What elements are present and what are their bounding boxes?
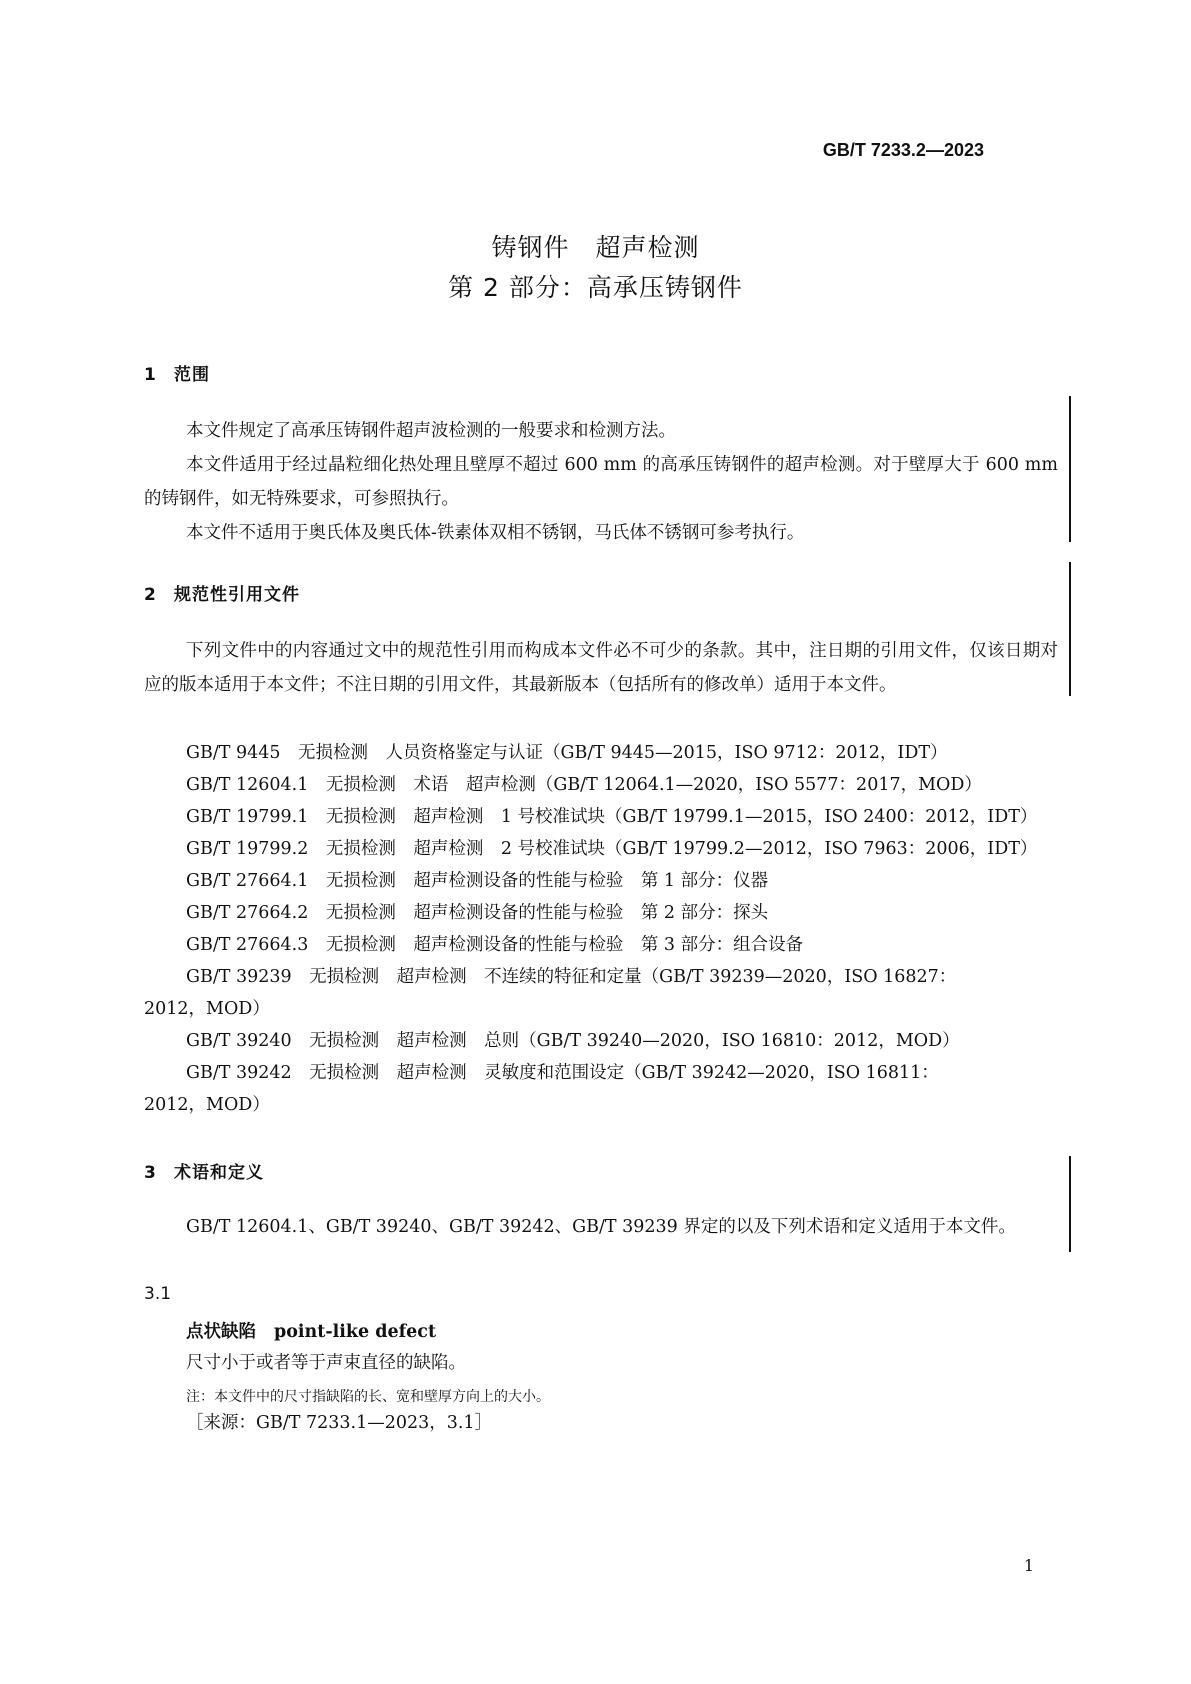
section-title: 范围	[174, 365, 210, 385]
section-1-heading	[144, 360, 210, 385]
term-source: ［来源：GB/T 7233.1—2023，3.1］	[186, 1413, 493, 1433]
reference-item: GB/T 19799.2 无损检测 超声检测 2 号校准试块（GB/T 19799.2—2012，ISO 7963：2006，IDT）	[186, 839, 1038, 859]
term-number: 3.1	[144, 1284, 172, 1304]
section-3-heading	[144, 1158, 264, 1183]
reference-item-39240: GB/T 39240 无损检测 超声检测 总则（GB/T 39240—2020，ISO 16810：2012，MOD）	[186, 1031, 960, 1051]
reference-item-39239-line2: 2012，MOD）	[144, 999, 270, 1019]
term-english: point-like defect	[274, 1322, 437, 1342]
change-bar	[1069, 1156, 1071, 1252]
section-3-intro: GB/T 12604.1、GB/T 39240、GB/T 39242、GB/T 39239 界定的以及下列术语和定义适用于本文件。	[186, 1217, 1016, 1237]
reference-item: GB/T 12604.1 无损检测 术语 超声检测（GB/T 12064.1—2020，ISO 5577：2017，MOD）	[186, 775, 982, 795]
section-2-intro: 下列文件中的内容通过文中的规范性引用而构成本文件必不可少的条款。其中，注日期的引用文件，仅该日期对应的版本适用于本文件；不注日期的引用文件，其最新版本（包括所有的修改单）适用于本文件。	[144, 641, 1058, 695]
section-title: 术语和定义	[174, 1163, 264, 1183]
standard-code: GB/T 7233.2—2023	[822, 140, 984, 160]
section-1-paragraph-1: 本文件规定了高承压铸钢件超声波检测的一般要求和检测方法。	[186, 421, 676, 441]
reference-item: GB/T 19799.1 无损检测 超声检测 1 号校准试块（GB/T 19799.1—2015，ISO 2400：2012，IDT）	[186, 807, 1038, 827]
reference-item-39239-line1: GB/T 39239 无损检测 超声检测 不连续的特征和定量（GB/T 39239—2020，ISO 16827：	[186, 967, 957, 987]
change-bar	[1069, 396, 1071, 542]
term-note: 注：本文件中的尺寸指缺陷的长、宽和壁厚方向上的大小。	[186, 1389, 550, 1405]
term-heading	[186, 1318, 436, 1343]
reference-item-39242-line2: 2012，MOD）	[144, 1095, 270, 1115]
reference-item: GB/T 27664.1 无损检测 超声检测设备的性能与检验 第 1 部分：仪器	[186, 871, 769, 891]
document-title-line1: 铸钢件 超声检测	[491, 233, 700, 262]
section-title: 规范性引用文件	[174, 585, 300, 605]
section-number: 1	[144, 365, 157, 385]
section-2-heading	[144, 580, 300, 605]
section-1-paragraph-3: 本文件不适用于奥氏体及奥氏体-铁素体双相不锈钢，马氏体不锈钢可参考执行。	[186, 523, 805, 543]
section-number: 2	[144, 585, 157, 605]
document-title-line2: 第 2 部分：高承压铸钢件	[448, 273, 743, 302]
reference-item: GB/T 27664.3 无损检测 超声检测设备的性能与检验 第 3 部分：组合设备	[186, 935, 804, 955]
term-definition: 尺寸小于或者等于声束直径的缺陷。	[186, 1353, 466, 1373]
reference-item: GB/T 27664.2 无损检测 超声检测设备的性能与检验 第 2 部分：探头	[186, 903, 769, 923]
change-bar	[1069, 562, 1071, 696]
reference-item: GB/T 9445 无损检测 人员资格鉴定与认证（GB/T 9445—2015，ISO 9712：2012，IDT）	[186, 743, 948, 763]
reference-item-39242-line1: GB/T 39242 无损检测 超声检测 灵敏度和范围设定（GB/T 39242—2020，ISO 16811：	[186, 1063, 939, 1083]
term-chinese: 点状缺陷	[186, 1322, 256, 1342]
page-number: 1	[1023, 1556, 1034, 1575]
section-number: 3	[144, 1163, 157, 1183]
section-1-paragraph-2: 本文件适用于经过晶粒细化热处理且壁厚不超过 600 mm 的高承压铸钢件的超声检测。对于壁厚大于 600 mm 的铸钢件，如无特殊要求，可参照执行。	[144, 455, 1058, 509]
